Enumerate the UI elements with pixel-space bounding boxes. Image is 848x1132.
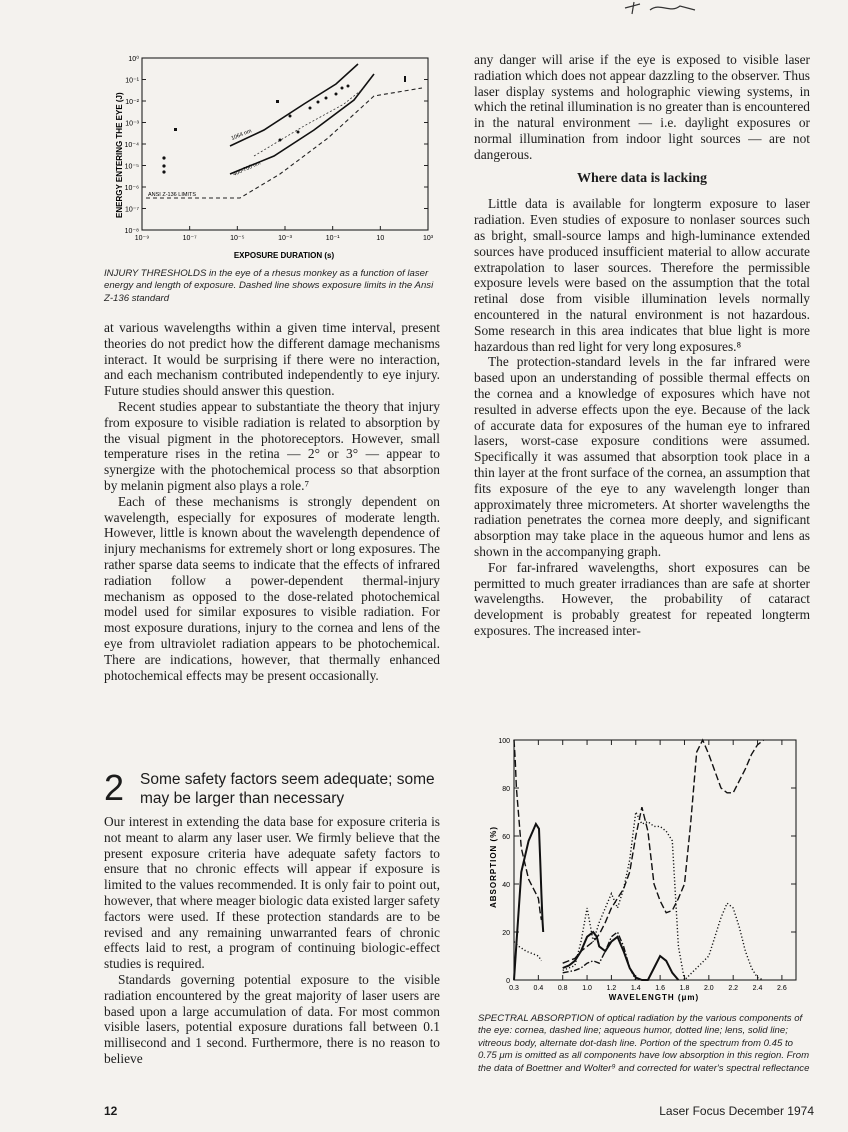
chart2-ylabel: ABSORPTION (%) — [489, 826, 498, 908]
chart1-ytick-label: 10⁻³ — [125, 120, 139, 128]
section-title: Some safety factors seem adequate; some may be larger than necessary — [140, 771, 435, 807]
chart2-xtick-label: 2.4 — [752, 985, 763, 992]
chart2-xtick-label: 1.6 — [655, 985, 665, 992]
chart1-xtick-label: 10³ — [422, 235, 434, 242]
annotation-400-700: 400-700 nm — [232, 160, 262, 178]
chart1-xtick-label: 10⁻³ — [278, 235, 292, 242]
threshold-line-visible — [230, 74, 374, 174]
chart2-ytick-label: 100 — [498, 738, 510, 745]
chart1-xtick-label: 10⁻⁹ — [134, 235, 150, 242]
chart1-xtick-label: 10⁻⁷ — [182, 235, 197, 242]
chart2-ytick-label: 80 — [502, 786, 510, 793]
injury-threshold-chart — [104, 48, 444, 262]
section-number: 2 — [104, 767, 125, 808]
chart2-xtick-label: 1.0 — [582, 985, 592, 992]
chart2-xtick-label: 1.2 — [606, 985, 617, 992]
chart1-ytick-label: 10⁻⁷ — [124, 206, 139, 214]
left-column-text-2 — [104, 814, 440, 1067]
chart2-xtick-label: 1.4 — [630, 985, 641, 992]
chart2-xtick-label: 1.8 — [679, 985, 690, 992]
chart2-ytick-label: 60 — [502, 834, 510, 841]
chart2-xtick-label: 0.4 — [533, 985, 544, 992]
chart1-ytick-label: 10⁻² — [125, 99, 139, 106]
paragraph: For far-infrared wavelengths, short exposures can be permitted to much greater irradiances than are safe at shorter wavelengths. However, the probability of cataract development is probably greatest for repeated longterm exposures. The increased inter- — [474, 559, 810, 638]
chart2-xtick-label: 2.2 — [728, 985, 739, 992]
chart2-xtick-label: 0.8 — [557, 985, 568, 992]
chart2-xtick-label: 2.0 — [703, 985, 714, 992]
chart1-xlabel: EXPOSURE DURATION (s) — [233, 251, 335, 260]
annotation-1064: 1064 nm — [230, 128, 253, 142]
section-2-heading — [104, 768, 444, 814]
chart2-xtick-label: 0.3 — [509, 985, 519, 992]
chart1-xtick-label: 10⁻⁵ — [230, 235, 245, 242]
chart2-caption: SPECTRAL ABSORPTION of optical radiation by the various components of the eye: cornea, dashed line; aqueous humor, dotted line; lens, solid line; vitreous body, alternate dot-dash line. Portion of the spectrum from 0.45 to 0.75 μm is omitted as all components have low absorption in this region. From the data of Boettner and Wolter⁹ and corrected for water's spectral reflectance — [478, 1013, 810, 1074]
paragraph: The protection-standard levels in the far infrared were based upon an understanding of possible thermal effects on the cornea and a knowledge of exposures which have not resulted in adverse effects upon the eye. Because of the lack of accurate data for exposures of the human eye to infrared lasers, worst-case exposure conditions were assumed. Specifically it was assumed that absorption took place in a thin layer at the front surface of the cornea, an assumption that fits exposure of the eye to any wavelength longer than approximately three micrometers. At shorter wavelengths the radiation penetrates the cornea more deeply, and significant absorption may take place in the aqueous humor and lens as shown in the accompanying graph. — [474, 354, 810, 559]
page-number: 12 — [104, 1104, 118, 1118]
paragraph: Little data is available for longterm exposure to laser radiation. Even studies of exposure to nonlaser sources such as bright, small-source lamps and high-luminance extended sources have produced insufficient material to allow accurate extrapolation to laser sources. Therefore the permissible exposure levels were based on the assumption that the total retinal dose from visible illumination levels normally encountered in the natural environment is not hazardous. Some research in this area indicates that blue light is more hazardous than red light for very long exposures.⁸ — [474, 196, 810, 354]
paragraph: Recent studies appear to substantiate the theory that injury from exposure to visible radiation is related to absorption by the visual pigment in the photoreceptors. However, small temperature rises in the retina — 2° or 3° — appear to synergize with the photochemical process so that absorption by melanin pigment also plays a role.⁷ — [104, 398, 440, 493]
handwritten-scribble — [620, 0, 710, 20]
annotation-ansi: ANSI Z-136 LIMITS — [148, 192, 196, 198]
chart2-xlabel: WAVELENGTH (μm) — [608, 993, 700, 1002]
magazine-footer: Laser Focus December 1974 — [659, 1104, 814, 1118]
chart1-xtick-label: 10⁻¹ — [325, 235, 340, 242]
paragraph: at various wavelengths within a given time interval, present theories do not predict how the different damage mechanisms interact. It would be surprising if there were no interaction, and each mechanism contributed independently to eye injury. Future studies should answer this question. — [104, 320, 440, 399]
chart1-ytick-label: 10⁻⁴ — [124, 142, 139, 149]
left-column-text — [104, 320, 440, 683]
chart1-ytick-label: 10⁰ — [128, 56, 139, 63]
chart1-ytick-label: 10⁻⁶ — [124, 185, 139, 192]
chart1-ytick-label: 10⁻⁸ — [124, 228, 139, 235]
paragraph: any danger will arise if the eye is exposed to visible laser radiation which does not appear dazzling to the observer. Thus laser display systems and holographic viewing systems, in which the retinal illumination is no greater than is encountered in the natural environment — i.e. daylight exposures or normal illumination from indoor light sources — are not dangerous. — [474, 52, 810, 162]
chart1-ylabel: ENERGY ENTERING THE EYE (J) — [115, 92, 124, 218]
chart2-ytick-label: 20 — [502, 930, 510, 937]
spectral-absorption-chart — [474, 732, 814, 1004]
data-points — [162, 76, 406, 174]
chart2-xtick-label: 2.6 — [777, 985, 787, 992]
paragraph: Each of these mechanisms is strongly dependent on wavelength, especially for exposures of moderate length. However, little is known about the wavelength dependence of injury mechanisms for extremely short or long exposures. The rather sparse data seems to indicate that the effects of infrared radiation follow a power-dependent thermal-injury mechanism as opposed to the dose-related photochemical model used for similar exposures to visible radiation. For most exposure durations, injury to the cornea and lens of the eye from ultraviolet radiation appears to be photochemical. There are indications, however, that thermally enhanced photochemical effects may be present occasionally. — [104, 493, 440, 683]
ansi-limit-line — [146, 88, 422, 198]
subheading: Where data is lacking — [576, 170, 708, 186]
paragraph: Standards governing potential exposure to the visible radiation encountered by the great majority of laser users are based upon a large accumulation of data. For most common visible lasers, potential exposure durations fall between 0.1 millisecond and 1 second. Furthermore, there is no reason to believe — [104, 971, 440, 1066]
series-dashed-line — [514, 740, 764, 963]
right-column-text — [474, 52, 810, 639]
chart1-caption: INJURY THRESHOLDS in the eye of a rhesus monkey as a function of laser energy and length of exposure. Dashed line shows exposure limits in the Ansi Z-136 standard — [104, 268, 434, 304]
chart1-xtick-label: 10 — [376, 235, 385, 242]
chart2-ytick-label: 40 — [502, 882, 510, 889]
paragraph: Our interest in extending the data base for exposure criteria is not meant to alarm any laser user. We firmly believe that the present exposure criteria have adequate safety factors to ensure that no chronic effects will appear if exposure is limited to the values recommended. It is only fair to point out, however, that where meager biologic data existed larger safety factors were used. If these protection standards are to be revised and any remaining unwarranted fears of chronic effects laid to rest, a program of continuing biologic-effect studies is required. — [104, 814, 440, 972]
chart2-ytick-label: 0 — [506, 978, 510, 985]
series-dotted-line — [514, 812, 764, 980]
chart1-ytick-label: 10⁻⁵ — [124, 163, 139, 171]
chart1-ytick-label: 10⁻¹ — [125, 77, 139, 85]
